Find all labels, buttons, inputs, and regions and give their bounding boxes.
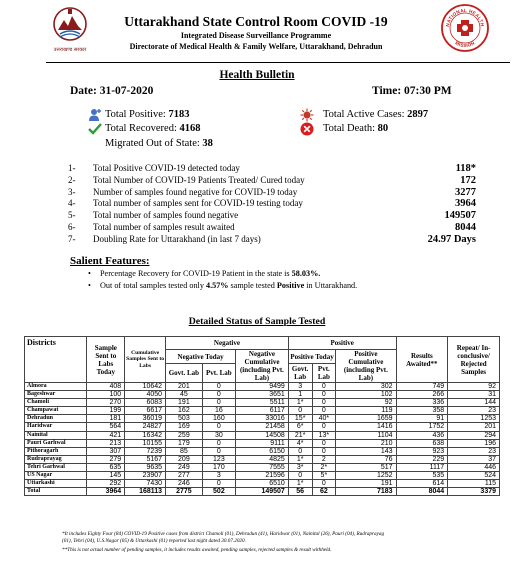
salient-features-list	[86, 268, 486, 292]
cell-district: Tehri Garhwal	[25, 463, 87, 471]
cell-pos-cum: 1659	[336, 415, 396, 423]
cell-pos-cum: 517	[336, 463, 396, 471]
cell-pos-cum: 102	[336, 391, 396, 399]
bulletin-date: Date: 31-07-2020	[70, 85, 154, 97]
cell-sent: 270	[87, 399, 125, 407]
cell-neg-pvt: 3	[202, 472, 235, 480]
col-header-positive-today: Positive Today	[288, 350, 335, 364]
cell-neg-govt: 503	[166, 415, 203, 423]
cell-neg-govt: 169	[166, 423, 203, 431]
cell-pos-cum: 191	[336, 480, 396, 488]
cell-pos-cum: 302	[336, 383, 396, 391]
cell-awaited: 749	[396, 383, 448, 391]
cell-district: Almora	[25, 383, 87, 391]
cell-neg-cum: 9499	[236, 383, 289, 391]
cell-pos-pvt: 0	[312, 399, 336, 407]
total-positive-stat: Total Positive: 7183	[105, 109, 190, 120]
total-active-value: 2897	[407, 109, 429, 120]
cell-pos-govt: 21*	[288, 431, 312, 439]
cell-repeat: 92	[448, 383, 500, 391]
col-header-sample-sent: Sample Sent to Labs Today	[87, 337, 125, 383]
cell-pos-pvt: 40*	[312, 415, 336, 423]
table-row	[25, 431, 500, 439]
total-active-stat: Total Active Cases: 2897	[323, 109, 429, 120]
cell-pos-cum: 1416	[336, 423, 396, 431]
cell-awaited: 358	[396, 407, 448, 415]
cell-cum: 168113	[125, 488, 166, 496]
cell-sent: 213	[87, 439, 125, 447]
cell-pos-govt: 56	[288, 488, 312, 496]
cell-pos-pvt: 0	[312, 447, 336, 455]
cell-neg-pvt: 30	[202, 431, 235, 439]
cell-sent: 421	[87, 431, 125, 439]
list-item: 6- Total number of samples result awaited 8044	[68, 221, 476, 233]
cell-awaited: 336	[396, 399, 448, 407]
footnote-positive-cases: *It includes Eighty Four (84) COVID-19 Positive cases from district Chamoli (01), Dehradun (41), Haridwar (01), Nainital (26), Pauri (04), Rudraprayag (01), Tehri (04), U.S.Nagar (05) & Uttarkashi (01) reported last night dated 30.07.2020.	[62, 531, 385, 544]
cell-neg-govt: 249	[166, 463, 203, 471]
cell-pos-pvt: 62	[312, 488, 336, 496]
cell-neg-cum: 6150	[236, 447, 289, 455]
bulletin-time: Time: 07:30 PM	[372, 85, 452, 97]
cell-repeat: 23	[448, 447, 500, 455]
cell-sent: 145	[87, 472, 125, 480]
cell-neg-pvt: 0	[202, 391, 235, 399]
cell-neg-govt: 162	[166, 407, 203, 415]
cell-neg-pvt: 0	[202, 480, 235, 488]
table-row	[25, 423, 500, 431]
cell-district: Chamoli	[25, 399, 87, 407]
cell-neg-cum: 3651	[236, 391, 289, 399]
cross-circle-icon	[300, 122, 314, 136]
col-header-positive-cumulative: Positive Cumulative (including Pvt. Lab)	[336, 350, 396, 383]
table-title: Detailed Status of Sample Tested	[188, 316, 326, 327]
cell-awaited: 535	[396, 472, 448, 480]
cell-pos-pvt: 0	[312, 439, 336, 447]
cell-awaited: 266	[396, 391, 448, 399]
cell-neg-govt: 85	[166, 447, 203, 455]
cell-cum: 16342	[125, 431, 166, 439]
cell-neg-cum: 5511	[236, 399, 289, 407]
table-row	[25, 391, 500, 399]
cell-pos-cum: 1252	[336, 472, 396, 480]
cell-neg-cum: 33016	[236, 415, 289, 423]
header-subtitle-directorate: Directorate of Medical Health & Family Welfare, Uttarakhand, Dehradun	[129, 42, 383, 51]
salient-features-heading: Salient Features:	[70, 255, 150, 267]
cell-district: Pithoragarh	[25, 447, 87, 455]
cell-sent: 307	[87, 447, 125, 455]
cell-repeat: 144	[448, 399, 500, 407]
table-row	[25, 407, 500, 415]
cell-cum: 10155	[125, 439, 166, 447]
cell-cum: 4050	[125, 391, 166, 399]
cell-sent: 635	[87, 463, 125, 471]
cell-repeat: 201	[448, 423, 500, 431]
svg-text:NATIONAL HEALTH: NATIONAL HEALTH	[445, 7, 485, 27]
cell-district: Champawat	[25, 407, 87, 415]
cell-awaited: 638	[396, 439, 448, 447]
cell-neg-pvt: 0	[202, 439, 235, 447]
cell-pos-govt: 0	[288, 407, 312, 415]
col-header-negative-today: Negative Today	[166, 350, 236, 364]
total-death-value: 80	[377, 123, 389, 134]
cell-awaited: 229	[396, 455, 448, 463]
cell-neg-govt: 45	[166, 391, 203, 399]
cell-pos-govt: 4*	[288, 439, 312, 447]
cell-repeat: 3379	[448, 488, 500, 496]
cell-cum: 9635	[125, 463, 166, 471]
uttarakhand-govt-emblem-icon	[52, 6, 88, 50]
cell-pos-pvt: 0	[312, 383, 336, 391]
col-header-pos-govt-lab: Govt. Lab	[288, 364, 312, 383]
svg-text:MISSION: MISSION	[454, 40, 476, 49]
cell-pos-pvt: 2*	[312, 463, 336, 471]
cell-awaited: 923	[396, 447, 448, 455]
virus-icon	[300, 108, 314, 122]
cell-pos-pvt: 0	[312, 391, 336, 399]
cell-neg-pvt: 170	[202, 463, 235, 471]
col-header-positive: Positive	[288, 337, 396, 350]
cell-neg-cum: 21596	[236, 472, 289, 480]
cell-pos-govt: 0	[288, 472, 312, 480]
list-item: 1- Total Positive COVID-19 detected today 118*	[68, 163, 476, 174]
cell-sent: 3964	[87, 488, 125, 496]
col-header-negative: Negative	[166, 337, 289, 350]
cell-district: Total	[25, 488, 87, 496]
cell-neg-cum: 21458	[236, 423, 289, 431]
cell-pos-cum: 143	[336, 447, 396, 455]
migrated-stat: Migrated Out of State: 38	[105, 138, 213, 149]
cell-pos-govt: 15*	[288, 415, 312, 423]
cell-awaited: 1117	[396, 463, 448, 471]
cell-cum: 36019	[125, 415, 166, 423]
table-row	[25, 439, 500, 447]
table-row	[25, 399, 500, 407]
table-row	[25, 463, 500, 471]
col-header-cumulative-sent: Cumulative Samples Sent to Labs	[125, 337, 166, 383]
cell-repeat: 196	[448, 439, 500, 447]
table-row	[25, 480, 500, 488]
cell-awaited: 8044	[396, 488, 448, 496]
header-divider	[46, 62, 510, 63]
table-row	[25, 455, 500, 463]
cell-pos-govt: 0	[288, 447, 312, 455]
cell-sent: 408	[87, 383, 125, 391]
cell-cum: 24827	[125, 423, 166, 431]
cell-neg-govt: 277	[166, 472, 203, 480]
cell-pos-cum: 7183	[336, 488, 396, 496]
table-row	[25, 415, 500, 423]
col-header-negative-cumulative: Negative Cumulative (including Pvt. Lab)	[236, 350, 289, 383]
cell-district: Rudraprayag	[25, 455, 87, 463]
total-recovered-stat: Total Recovered: 4168	[105, 123, 201, 134]
total-positive-value: 7183	[168, 109, 190, 120]
cell-pos-cum: 119	[336, 407, 396, 415]
list-item: 5- Total number of samples found negative 149507	[68, 210, 476, 222]
cell-cum: 5167	[125, 455, 166, 463]
cell-neg-govt: 2775	[166, 488, 203, 496]
cell-neg-pvt: 16	[202, 407, 235, 415]
cell-pos-pvt: 13*	[312, 431, 336, 439]
cell-pos-govt: 1*	[288, 480, 312, 488]
cell-pos-cum: 210	[336, 439, 396, 447]
summary-list	[62, 163, 482, 246]
cell-neg-govt: 179	[166, 439, 203, 447]
cell-district: Bageshwar	[25, 391, 87, 399]
list-item: 7- Doubling Rate for Uttarakhand (in last 7 days) 24.97 Days	[68, 233, 476, 245]
list-item: 4- Total number of samples sent for COVID-19 testing today 3964	[68, 198, 476, 210]
cell-cum: 7430	[125, 480, 166, 488]
cell-sent: 100	[87, 391, 125, 399]
cell-neg-cum: 14508	[236, 431, 289, 439]
cell-neg-govt: 259	[166, 431, 203, 439]
cell-pos-cum: 92	[336, 399, 396, 407]
table-row	[25, 447, 500, 455]
cell-cum: 6617	[125, 407, 166, 415]
cell-pos-govt: 1*	[288, 399, 312, 407]
cell-pos-govt: 1	[288, 391, 312, 399]
cell-district: Haridwar	[25, 423, 87, 431]
total-death-stat: Total Death: 80	[323, 123, 389, 134]
cell-district: Dehradun	[25, 415, 87, 423]
cell-sent: 564	[87, 423, 125, 431]
cell-neg-govt: 191	[166, 399, 203, 407]
col-header-repeat: Repeat/ In-conclusive/ Rejected Samples	[448, 337, 500, 383]
cell-pos-govt: 6*	[288, 423, 312, 431]
cell-neg-cum: 6510	[236, 480, 289, 488]
cell-district: Nainital	[25, 431, 87, 439]
cell-neg-cum: 4825	[236, 455, 289, 463]
cell-district: Uttarkashi	[25, 480, 87, 488]
list-item: • Percentage Recovery for COVID-19 Patient in the state is 58.03%.	[86, 268, 486, 280]
cell-neg-cum: 7555	[236, 463, 289, 471]
cell-neg-govt: 246	[166, 480, 203, 488]
cell-repeat: 31	[448, 391, 500, 399]
cell-district: Pauri Garhwal	[25, 439, 87, 447]
cell-neg-govt: 209	[166, 455, 203, 463]
cell-neg-pvt: 0	[202, 423, 235, 431]
cell-awaited: 91	[396, 415, 448, 423]
list-item: • Out of total samples tested only 4.57% sample tested Positive in Uttarakhand.	[86, 280, 486, 292]
cell-pos-govt: 3	[288, 383, 312, 391]
cell-pos-pvt: 2	[312, 455, 336, 463]
table-row	[25, 383, 500, 391]
col-header-neg-pvt-lab: Pvt. Lab	[202, 364, 235, 383]
cell-pos-cum: 76	[336, 455, 396, 463]
cell-repeat: 294	[448, 431, 500, 439]
cell-sent: 181	[87, 415, 125, 423]
list-item: 3- Number of samples found negative for COVID-19 today 3277	[68, 186, 476, 198]
govt-caption: उत्तराखण्ड सरकार	[53, 47, 87, 53]
cell-awaited: 436	[396, 431, 448, 439]
cell-repeat: 446	[448, 463, 500, 471]
cell-cum: 23907	[125, 472, 166, 480]
cell-pos-govt: 1*	[288, 455, 312, 463]
cell-neg-pvt: 0	[202, 383, 235, 391]
cell-cum: 10642	[125, 383, 166, 391]
col-header-neg-govt-lab: Govt. Lab	[166, 364, 203, 383]
table-total-row	[25, 488, 500, 496]
bulletin-header	[0, 0, 514, 62]
cell-neg-pvt: 160	[202, 415, 235, 423]
national-health-mission-seal-icon	[440, 3, 490, 53]
user-plus-icon	[88, 108, 102, 122]
cell-neg-cum: 149507	[236, 488, 289, 496]
cell-neg-pvt: 123	[202, 455, 235, 463]
cell-pos-pvt: 0	[312, 423, 336, 431]
bulletin-title: Health Bulletin	[219, 69, 295, 81]
migrated-value: 38	[202, 138, 213, 149]
cell-neg-govt: 201	[166, 383, 203, 391]
cell-neg-pvt: 0	[202, 447, 235, 455]
cell-cum: 7239	[125, 447, 166, 455]
cell-cum: 6083	[125, 399, 166, 407]
col-header-pos-pvt-lab: Pvt. Lab	[312, 364, 336, 383]
cell-awaited: 614	[396, 480, 448, 488]
col-header-results-awaited: Results Awaited**	[396, 337, 448, 383]
total-recovered-value: 4168	[179, 123, 201, 134]
cell-pos-cum: 1104	[336, 431, 396, 439]
cell-repeat: 23	[448, 407, 500, 415]
page-title: Uttarakhand State Control Room COVID -19	[124, 14, 388, 29]
sample-status-table	[24, 336, 500, 496]
cell-sent: 199	[87, 407, 125, 415]
cell-neg-pvt: 0	[202, 399, 235, 407]
header-subtitle-idsp: Integrated Disease Surveillance Programme	[180, 31, 332, 40]
cell-awaited: 1752	[396, 423, 448, 431]
cell-repeat: 1253	[448, 415, 500, 423]
cell-repeat: 37	[448, 455, 500, 463]
cell-pos-pvt: 0	[312, 407, 336, 415]
cell-repeat: 524	[448, 472, 500, 480]
list-item: 2- Total Number of COVID-19 Patients Treated/ Cured today 172	[68, 174, 476, 186]
cell-pos-govt: 3*	[288, 463, 312, 471]
cell-sent: 292	[87, 480, 125, 488]
cell-neg-cum: 9111	[236, 439, 289, 447]
footnote-pending-samples: **This is not actual number of pending samples, it includes results awaited, pending samples, rejected samples & result withheld.	[62, 547, 332, 553]
cell-pos-pvt: 5*	[312, 472, 336, 480]
cell-neg-pvt: 502	[202, 488, 235, 496]
cell-pos-pvt: 0	[312, 480, 336, 488]
cell-sent: 279	[87, 455, 125, 463]
cell-district: US Nagar	[25, 472, 87, 480]
cell-neg-cum: 6117	[236, 407, 289, 415]
checkmark-icon	[88, 122, 102, 136]
table-row	[25, 472, 500, 480]
cell-repeat: 115	[448, 480, 500, 488]
col-header-districts: Districts	[25, 337, 87, 383]
